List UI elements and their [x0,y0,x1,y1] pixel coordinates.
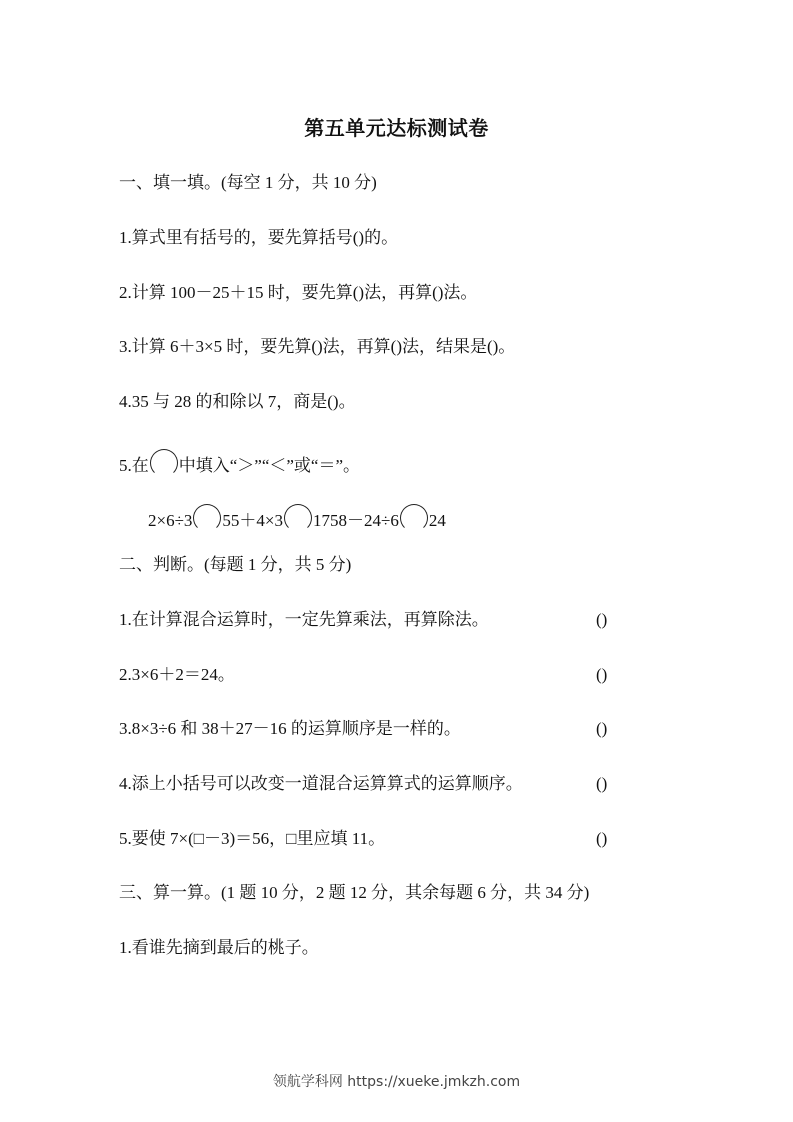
section1-question-2: 2.计算 100－25＋15 时，要先算()法，再算()法。 [119,283,478,302]
judge-item-text: 3.8×3÷6 和 38＋27－16 的运算顺序是一样的。 [119,719,461,738]
judge-item-text: 2.3×6＋2＝24。 [119,665,235,684]
footer-watermark: 领航学科网 https://xueke.jmkzh.com [272,1074,521,1090]
section3-question-1: 1.看谁先摘到最后的桃子。 [119,938,319,957]
judge-item-answer[interactable]: () [596,829,608,848]
section3-heading: 三、算一算。(1 题 10 分，2 题 12 分，其余每题 6 分，共 34 分) [119,883,590,902]
q5-expression-4: 24 [428,511,446,530]
q5-suffix: 中填入“＞”“＜”或“＝”。 [178,456,361,475]
q5-expression-1: 2×6÷3 [148,511,193,530]
judge-item-text: 5.要使 7×(□－3)＝56，□里应填 11。 [119,829,386,848]
q5-expression-3: 1758－24÷6 [313,511,399,530]
judge-item-answer[interactable]: () [596,774,608,793]
judge-item-text: 4.添上小括号可以改变一道混合运算算式的运算顺序。 [119,774,523,793]
judge-item-answer[interactable]: () [596,665,608,684]
page-title: 第五单元达标测试卷 [304,118,489,140]
q5-expression-row [148,504,446,532]
q5-prefix: 5.在 [119,456,149,475]
section1-question-3: 3.计算 6＋3×5 时，要先算()法，再算()法，结果是()。 [119,337,516,356]
compare-circle-icon[interactable] [400,504,428,532]
section1-question-5 [119,449,360,477]
compare-circle-icon[interactable] [284,504,312,532]
section1-question-4: 4.35 与 28 的和除以 7，商是()。 [119,392,356,411]
section2-heading: 二、判断。(每题 1 分，共 5 分) [119,555,352,574]
judge-item-text: 1.在计算混合运算时，一定先算乘法，再算除法。 [119,610,489,629]
section1-heading: 一、填一填。(每空 1 分，共 10 分) [119,173,377,192]
section1-question-1: 1.算式里有括号的，要先算括号()的。 [119,228,399,247]
compare-circle-icon[interactable] [193,504,221,532]
judge-item-answer[interactable]: () [596,719,608,738]
compare-circle-icon [150,449,178,477]
judge-item-answer[interactable]: () [596,610,608,629]
q5-expression-2: 55＋4×3 [222,511,284,530]
